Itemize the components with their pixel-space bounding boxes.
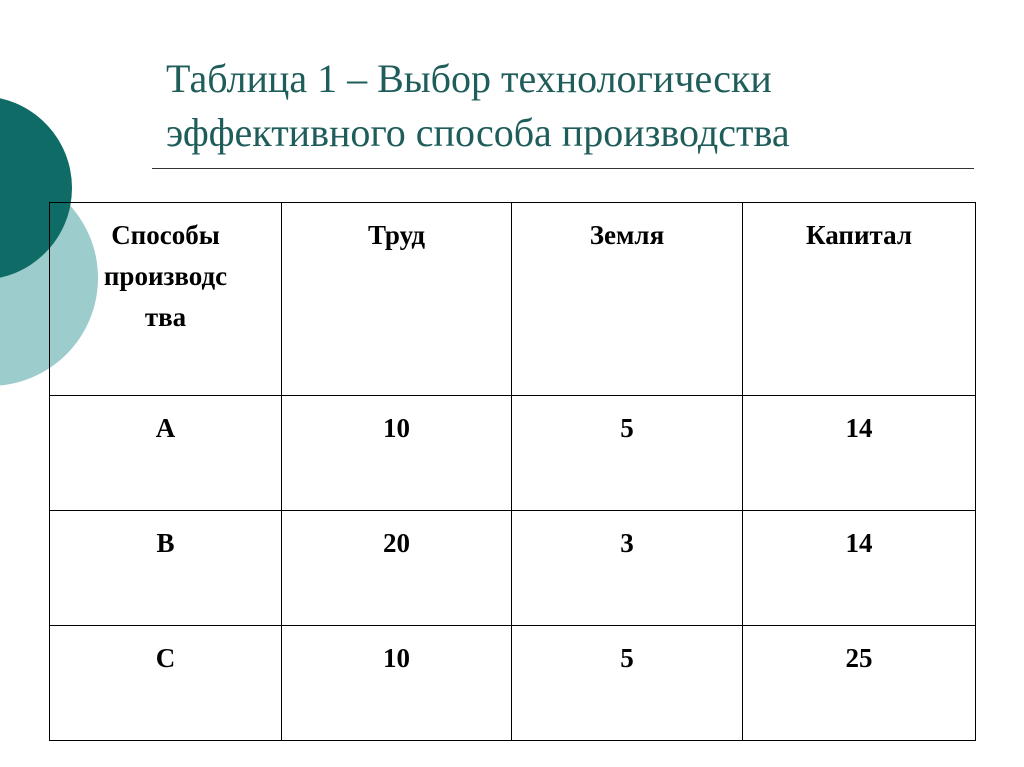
cell-land: 5 (512, 396, 743, 511)
cell-method: B (50, 511, 282, 626)
header-cell-labor: Труд (282, 203, 512, 396)
cell-method: A (50, 396, 282, 511)
header-method-part-1: Способы (111, 220, 220, 250)
cell-capital: 14 (743, 511, 976, 626)
production-methods-table (49, 202, 976, 741)
header-method-part-3: тва (144, 302, 187, 332)
cell-capital: 25 (743, 626, 976, 741)
header-cell-capital: Капитал (743, 203, 976, 396)
cell-land: 3 (512, 511, 743, 626)
title-divider (152, 168, 974, 169)
slide-title (166, 52, 986, 160)
header-cell-method (50, 203, 282, 396)
cell-method: C (50, 626, 282, 741)
cell-labor: 10 (282, 626, 512, 741)
table-row (50, 511, 976, 626)
table-row (50, 396, 976, 511)
title-line-2: эффективного способа производства (166, 110, 790, 155)
title-line-1: Таблица 1 – Выбор технологически (166, 56, 772, 101)
cell-labor: 10 (282, 396, 512, 511)
header-method-part-2: производс (103, 261, 228, 291)
cell-land: 5 (512, 626, 743, 741)
table-header-row (50, 203, 976, 396)
header-cell-land: Земля (512, 203, 743, 396)
table-row (50, 626, 976, 741)
cell-labor: 20 (282, 511, 512, 626)
cell-capital: 14 (743, 396, 976, 511)
